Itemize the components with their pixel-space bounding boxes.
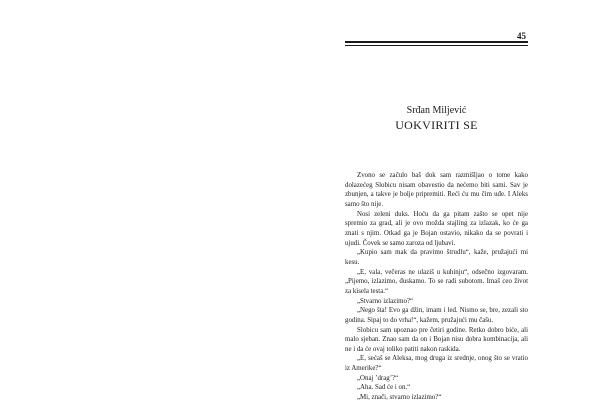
paragraph: Zvono se začulo baš dok sam razmišljao o tome kako dolazećeg Slobicu nisam obavestio da nećemo biti sami. Sav je zbunjen, a takve je bolje pripremiti. Reći ću mu čim uđe. I Aleks samo što nije.: [345, 172, 528, 208]
paragraph: „Nego šta! Evo ga džin, imam i led. Nismo se, bre, zezali sto godina. Sipaj to do vrha!“, kažem, pružajući mu čašu.: [345, 307, 528, 324]
header-rule-thin: [345, 45, 528, 46]
paragraph: „Stvarno izlazimo?“: [357, 297, 414, 305]
paragraph: Nosi zeleni duks. Hoću da ga pitam zašto se opet nije spremio za grad, ali je ovo možda stajling za izlazak, ko će ga znati s njim. Otkad ga je Bojan ostavio, nikako da se povrati i ujudi. Čovek se samo zaroza od ljubavi.: [345, 210, 528, 247]
paragraph: „Onaj ’drag’?“: [357, 374, 399, 382]
paragraph: „Mi, znači, stvarno izlazimo?“: [357, 394, 442, 402]
paragraph: Slobicu sam upoznao pre četiri godine. Retko dobro biće, ali malo sjeban. Znao sam da on i Bojan nisu dobra kombinacija, ali ne i da će ovaj toliko patiti nakon raskida.: [345, 326, 528, 353]
story-body: [345, 171, 528, 403]
story-title: UOKVIRITI SE: [395, 118, 478, 132]
paragraph: „E, vala, večeras ne ulaziš u kuhinju“, odsečno izgovaram. „Pijemo, izlazimo, đuskamo. To se radi subotom. Imaš ceo život za kisela testa.“: [345, 268, 528, 295]
author-name: Srđan Miljević: [406, 105, 467, 116]
header-rule-thick: [345, 41, 528, 43]
paragraph: „E, sećaš se Aleksa, mog druga iz srednje, onog što se vratio iz Amerike?“: [345, 355, 528, 373]
paragraph: „Aha. Sad će i on.“: [357, 384, 411, 392]
paragraph: „Kupio sam mak da pravimo štrudlu“, kaže, pružajući mi kesu.: [345, 249, 528, 266]
page-number: 45: [517, 31, 526, 41]
